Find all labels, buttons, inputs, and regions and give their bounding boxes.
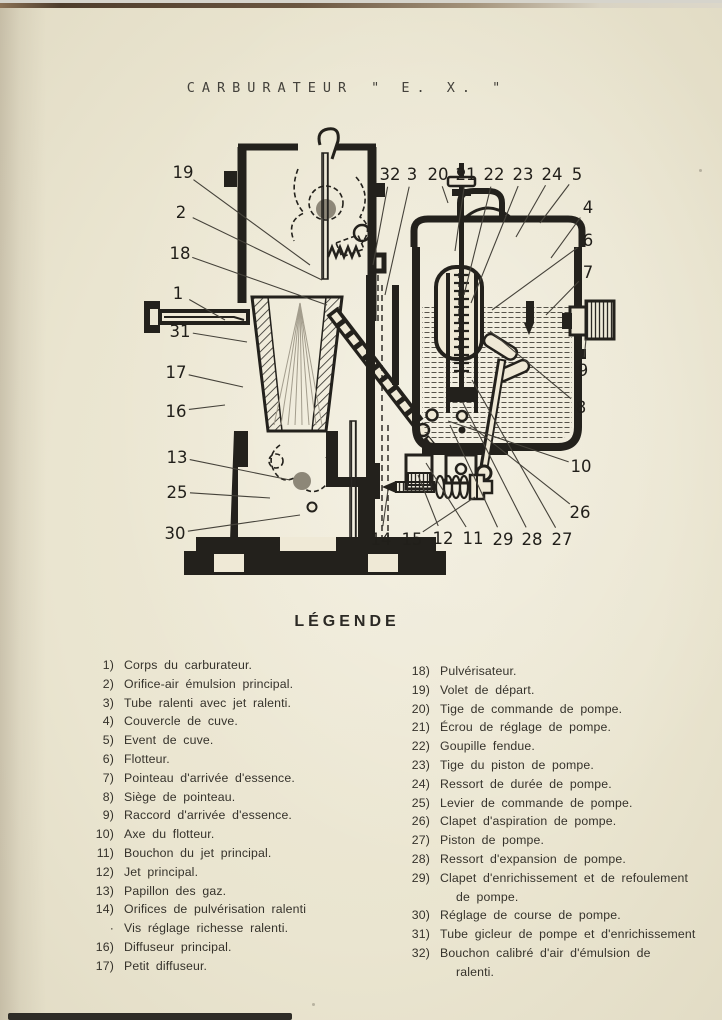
callout-leader-25 <box>190 493 270 498</box>
diagram-callout-15: 15 <box>401 530 423 549</box>
diagram-callout-9: 9 <box>577 361 589 380</box>
legend-item <box>88 806 396 825</box>
legend-item-text: Clapet d'enrichissement et de refoulement de pompe. <box>440 870 689 904</box>
legend-column-right <box>404 662 716 982</box>
legend-item-number: 22) <box>411 739 430 754</box>
legend-item-number: 16) <box>95 939 114 954</box>
legend-item-text: Volet de départ. <box>440 682 535 697</box>
legend-item <box>88 731 396 750</box>
legend-item-text: Tige du piston de pompe. <box>440 757 594 772</box>
legend-item <box>88 957 396 976</box>
legend-item-text: Petit diffuseur. <box>124 958 208 973</box>
diagram-callout-1: 1 <box>172 284 184 303</box>
legend-item <box>88 694 396 713</box>
diagram-callout-2: 2 <box>175 203 187 222</box>
legend-item-text: Levier de commande de pompe. <box>440 795 633 810</box>
scan-speck <box>699 169 702 172</box>
scan-speck <box>312 1003 315 1006</box>
legend-item-number: 5) <box>102 733 114 748</box>
legend-item-number: 14) <box>95 902 114 917</box>
legend-item-number: 2) <box>102 676 114 691</box>
callout-leader-19 <box>193 180 310 265</box>
legend-item-number: 25) <box>411 795 430 810</box>
legend-item <box>88 656 396 675</box>
legend-item-text: Papillon des gaz. <box>124 883 227 898</box>
legend-item <box>404 718 716 737</box>
diagram-callout-5: 5 <box>571 165 583 184</box>
diagram-callout-26: 26 <box>569 503 591 522</box>
diagram-callout-8: 8 <box>575 398 587 417</box>
legend-item <box>404 812 716 831</box>
page-top-edge <box>0 3 722 8</box>
legend-item-number: 6) <box>102 751 114 766</box>
legend-item-number: 19) <box>411 682 430 697</box>
choke-mechanism <box>292 129 370 279</box>
pump-stroke-rod <box>350 421 356 557</box>
legend-item-text: Réglage de course de pompe. <box>440 908 621 923</box>
legend-item-text: Tige de commande de pompe. <box>440 701 623 716</box>
legend-column-left <box>88 656 396 976</box>
diagram-callout-20: 20 <box>427 165 449 184</box>
pump-piston <box>448 387 476 402</box>
emulsion-tube <box>332 311 436 449</box>
callout-leader-15 <box>423 497 475 532</box>
diagram-callout-17: 17 <box>165 363 187 382</box>
callout-leader-14 <box>383 490 388 526</box>
legend-item-number: 26) <box>411 814 430 829</box>
legend-item-text: Pointeau d'arrivée d'essence. <box>124 770 295 785</box>
diagram-callout-16: 16 <box>165 402 187 421</box>
legend-item-text: Écrou de réglage de pompe. <box>440 720 612 735</box>
callout-leader-20 <box>442 186 448 203</box>
carburetor-diagram <box>130 125 650 595</box>
legend-item-number: 3) <box>102 695 114 710</box>
legend-item-text: Ressort de durée de pompe. <box>440 776 612 791</box>
legend-item <box>88 750 396 769</box>
legend-item-number: 1) <box>102 658 114 672</box>
legend-item <box>404 662 716 681</box>
legend-item-text: Ressort d'expansion de pompe. <box>440 851 626 866</box>
legend-item <box>88 788 396 807</box>
diagram-callout-3: 3 <box>406 165 418 184</box>
legend-item-text: Siège de pointeau. <box>124 789 236 804</box>
diagram-callout-24: 24 <box>541 165 563 184</box>
legend-item-number: 17) <box>95 958 114 973</box>
diagram-callout-29: 29 <box>492 530 514 549</box>
callout-leader-17 <box>189 375 243 387</box>
legend-item <box>404 906 716 925</box>
legend-item <box>88 863 396 882</box>
legend-item <box>88 938 396 957</box>
legend-item-text: Jet principal. <box>124 864 199 879</box>
diagram-callout-25: 25 <box>166 483 188 502</box>
legend-item-number: 31) <box>411 927 430 942</box>
diagram-callout-6: 6 <box>582 231 594 250</box>
diagram-callout-21: 21 <box>455 165 477 184</box>
throttle-body <box>230 421 368 557</box>
legend-item-text: Vis réglage richesse ralenti. <box>124 921 289 936</box>
legend-item <box>404 775 716 794</box>
callout-leader-16 <box>189 405 225 409</box>
legend-item-number: 21) <box>411 720 430 735</box>
diagram-callout-27: 27 <box>551 530 573 549</box>
diagram-callout-13: 13 <box>166 448 188 467</box>
page-title-word: CARBURATEUR <box>186 80 354 96</box>
legend-item <box>404 944 716 982</box>
left-inlet-tube <box>144 301 250 333</box>
legend-item-number: 24) <box>411 776 430 791</box>
legend-item-text: Piston de pompe. <box>440 833 545 848</box>
legend-item-text: Pulvérisateur. <box>440 664 517 678</box>
legend-item-number: 11) <box>96 845 114 860</box>
legend-item-number: 30) <box>411 908 430 923</box>
diagram-callout-18: 18 <box>169 244 191 263</box>
diagram-callout-11: 11 <box>462 529 484 548</box>
legend-item-number: 23) <box>411 757 430 772</box>
legend-item-number: 27) <box>411 833 430 848</box>
legend-item-number: 20) <box>411 701 430 716</box>
callout-leader-6 <box>492 248 577 310</box>
callout-leader-24 <box>516 185 546 237</box>
legend-item <box>88 769 396 788</box>
legend-item-text: Clapet d'aspiration de pompe. <box>440 814 617 829</box>
legend-item <box>404 925 716 944</box>
legend-item <box>88 882 396 901</box>
diagram-callout-32: 32 <box>379 165 401 184</box>
diagram-callout-23: 23 <box>512 165 534 184</box>
legend-item-number: 13) <box>95 883 114 898</box>
legend-item-text: Flotteur. <box>124 751 170 766</box>
legend-item-number: 12) <box>95 864 114 879</box>
page-title <box>0 80 708 96</box>
diagram-callout-28: 28 <box>521 530 543 549</box>
legend-item-number: 4) <box>102 714 114 729</box>
legend-item-text: Tube gicleur de pompe et d'enrichissement <box>440 927 696 942</box>
legend-item <box>404 756 716 775</box>
legend-item <box>404 794 716 813</box>
legend-item <box>88 919 396 938</box>
legend-item <box>404 737 716 756</box>
legend-item-number: 8) <box>102 789 114 804</box>
legend-item <box>404 850 716 869</box>
page-bottom-edge <box>8 1013 292 1020</box>
diagram-callout-4: 4 <box>582 198 594 217</box>
legend-item <box>404 700 716 719</box>
legend-item-number: 18) <box>411 664 430 678</box>
legend-item-text: Corps du carburateur. <box>124 658 253 672</box>
legend-item-text: Tube ralenti avec jet ralenti. <box>124 695 292 710</box>
legend-item-text: Couvercle de cuve. <box>124 714 238 729</box>
legend-item <box>88 712 396 731</box>
diagram-callout-10: 10 <box>570 457 592 476</box>
legend-item-number: 32) <box>411 945 430 960</box>
legend-item-text: Diffuseur principal. <box>124 939 232 954</box>
legend-item <box>404 869 716 907</box>
legend-item-number: 10) <box>95 827 114 842</box>
legend-item-text: Bouchon du jet principal. <box>124 845 272 860</box>
diagram-callout-14: 14 <box>370 530 392 549</box>
page-title-model: " E. X. " <box>371 80 508 96</box>
legend-item-text: Orifices de pulvérisation ralenti <box>124 902 307 917</box>
callout-leader-23 <box>471 186 518 303</box>
legend-item <box>88 675 396 694</box>
legend-item <box>404 681 716 700</box>
legend-item <box>404 831 716 850</box>
legend-item-number: 28) <box>411 851 430 866</box>
callout-leader-31 <box>193 333 247 342</box>
diagram-callout-12: 12 <box>432 529 454 548</box>
legend-item-number: 9) <box>102 808 114 823</box>
needle-valve <box>526 301 534 323</box>
legend-item <box>88 844 396 863</box>
callout-leader-30 <box>188 515 300 531</box>
legend-heading: LÉGENDE <box>294 613 400 630</box>
diagram-callout-19: 19 <box>172 163 194 182</box>
legend-item-text: Bouchon calibré d'air d'émulsion de ralenti. <box>440 945 651 979</box>
legend-item-text: Axe du flotteur. <box>124 827 215 842</box>
float-pivot <box>427 410 438 421</box>
legend-item-text: Goupille fendue. <box>440 739 535 754</box>
legend-item-text: Raccord d'arrivée d'essence. <box>124 808 292 823</box>
legend-item-number: · <box>109 921 114 936</box>
legend-item <box>88 900 396 919</box>
diagram-callout-22: 22 <box>483 165 505 184</box>
diagram-callout-30: 30 <box>164 524 186 543</box>
legend-item-text: Event de cuve. <box>124 733 214 748</box>
legend-item-number: 29) <box>411 870 430 885</box>
legend-item-number: 7) <box>102 770 114 785</box>
legend-item <box>88 825 396 844</box>
callout-leader-3 <box>385 187 409 295</box>
diagram-callout-7: 7 <box>582 263 594 282</box>
legend-item-text: Orifice-air émulsion principal. <box>124 676 294 691</box>
diagram-callout-31: 31 <box>169 322 191 341</box>
